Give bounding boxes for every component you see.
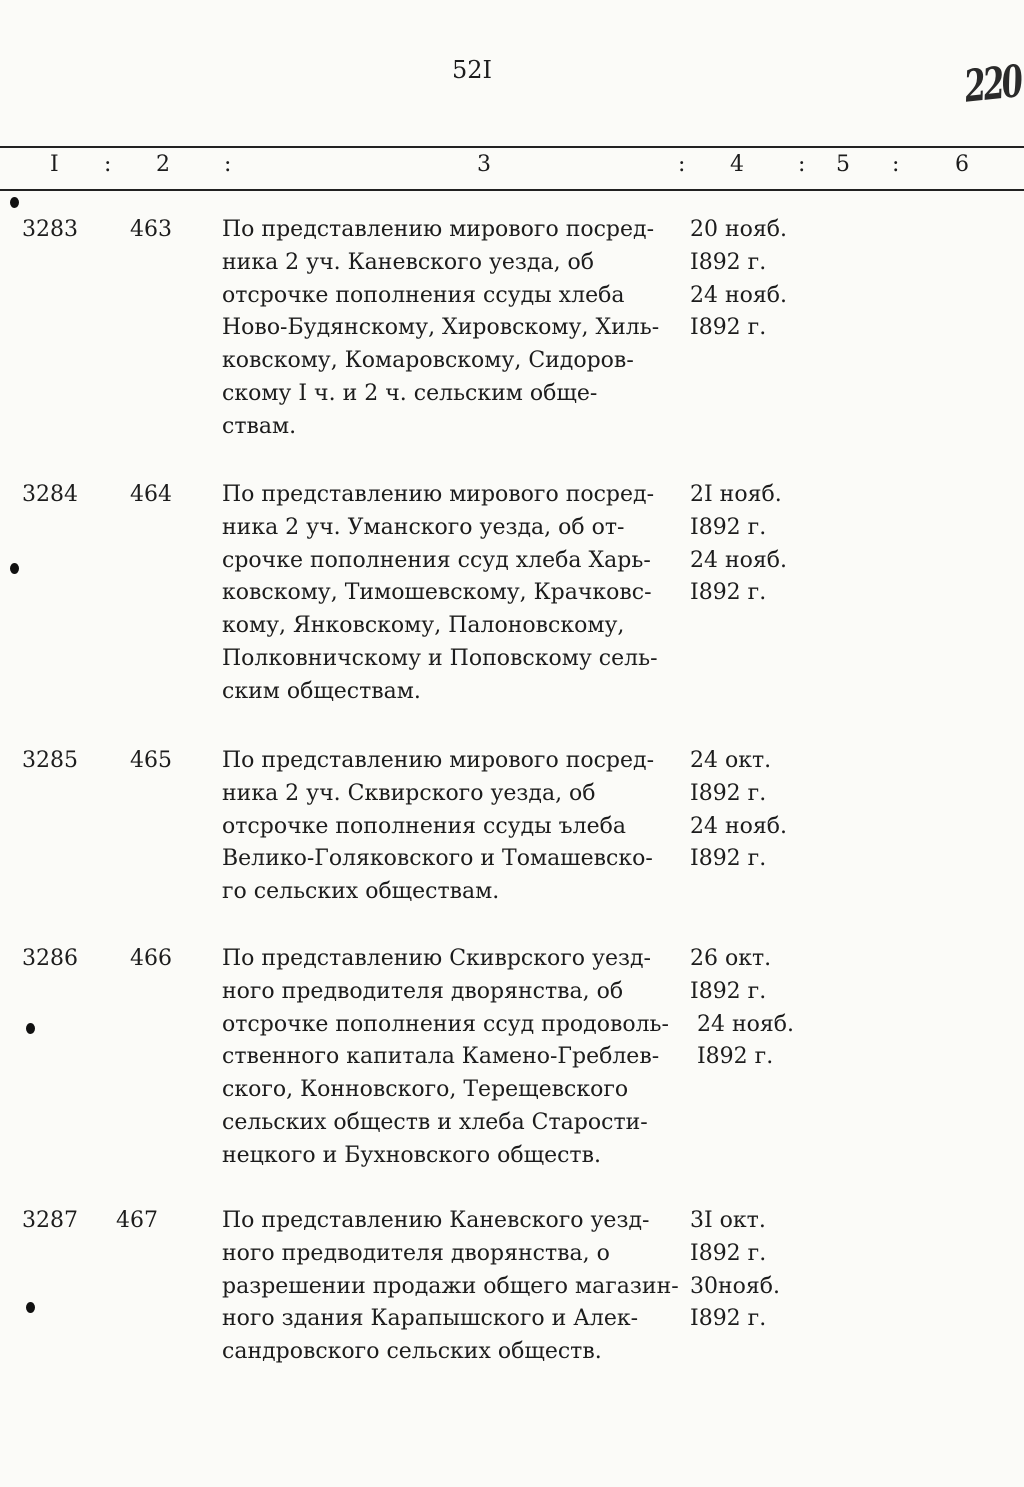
description-line: го сельских обществам. xyxy=(222,879,500,905)
record-dates xyxy=(690,745,820,876)
description-line: Ново-Будянскому, Хировскому, Хиль- xyxy=(222,315,660,341)
column-header-6: 6 xyxy=(955,152,969,177)
description-line: сандровского сельских обществ. xyxy=(222,1339,602,1365)
record-number: 3284 xyxy=(22,482,78,507)
date-line: I892 г. xyxy=(690,780,767,806)
record-description xyxy=(222,745,692,909)
date-line: I892 г. xyxy=(690,846,767,872)
date-line: I892 г. xyxy=(690,1044,774,1070)
file-number: 467 xyxy=(116,1208,158,1233)
header-rule-top xyxy=(0,146,1024,148)
description-line: ного здания Карапышского и Алек- xyxy=(222,1306,639,1332)
date-line: 30нояб. xyxy=(690,1273,781,1299)
record-description xyxy=(222,943,692,1173)
date-line: 24 нояб. xyxy=(690,547,788,573)
column-separator: : xyxy=(678,152,686,177)
record-dates xyxy=(690,479,820,610)
record-number: 3286 xyxy=(22,946,78,971)
date-line: 20 нояб. xyxy=(690,217,788,242)
description-line: По представлению мирового посред- xyxy=(222,748,655,773)
date-line: 2I нояб. xyxy=(690,482,782,507)
description-line: Полковничскому и Поповскому сель- xyxy=(222,645,658,671)
description-line: Велико-Голяковского и Томашевско- xyxy=(222,846,653,872)
file-number: 463 xyxy=(130,217,172,242)
date-line: I892 г. xyxy=(690,249,767,275)
table-header xyxy=(0,152,1024,182)
column-separator: : xyxy=(892,152,900,177)
description-line: ского, Конновского, Терещевского xyxy=(222,1077,629,1103)
description-line: скому I ч. и 2 ч. сельским обще- xyxy=(222,380,598,406)
record-number: 3287 xyxy=(22,1208,78,1233)
description-line: срочке пополнения ссуд хлеба Харь- xyxy=(222,547,651,573)
binder-hole-mark xyxy=(10,563,19,574)
date-line: 24 окт. xyxy=(690,748,772,773)
date-line: I892 г. xyxy=(690,1240,767,1266)
description-line: отсрочке пополнения ссуды хлеба xyxy=(222,282,625,308)
description-line: По представлению мирового посред- xyxy=(222,217,655,242)
date-line: 26 окт. xyxy=(690,946,772,971)
binder-hole-mark xyxy=(10,197,19,208)
description-line: отсрочке пополнения ссуд продоволь- xyxy=(222,1011,669,1037)
record-dates xyxy=(690,214,820,345)
date-line: 24 нояб. xyxy=(690,813,788,839)
date-line: 24 нояб. xyxy=(690,282,788,308)
description-line: ковскому, Комаровскому, Сидоров- xyxy=(222,348,634,374)
description-line: ковскому, Тимошевскому, Крачковс- xyxy=(222,580,652,606)
date-line: I892 г. xyxy=(690,978,767,1004)
column-header-3: 3 xyxy=(477,152,491,177)
binder-hole-mark xyxy=(26,1023,35,1034)
description-line: сельских обществ и хлеба Старости- xyxy=(222,1109,648,1135)
column-separator: : xyxy=(798,152,806,177)
date-line: 24 нояб. xyxy=(690,1011,795,1037)
description-line: По представлению Скиврского уезд- xyxy=(222,946,651,971)
file-number: 465 xyxy=(130,748,172,773)
date-line: I892 г. xyxy=(690,1306,767,1332)
description-line: ствам. xyxy=(222,413,297,439)
record-dates xyxy=(690,943,820,1074)
date-line: 3I окт. xyxy=(690,1208,766,1233)
description-line: ским обществам. xyxy=(222,678,421,704)
description-line: ника 2 уч. Сквирского уезда, об xyxy=(222,780,596,806)
column-separator: : xyxy=(104,152,112,177)
archive-folio-number: 220 xyxy=(962,56,1023,113)
date-line: I892 г. xyxy=(690,514,767,540)
description-line: По представлению мирового посред- xyxy=(222,482,655,507)
description-line: нецкого и Бухновского обществ. xyxy=(222,1142,601,1168)
column-header-5: 5 xyxy=(836,152,850,177)
description-line: ника 2 уч. Уманского уезда, об от- xyxy=(222,514,625,540)
description-line: ника 2 уч. Каневского уезда, об xyxy=(222,249,595,275)
column-header-4: 4 xyxy=(730,152,744,177)
record-description xyxy=(222,1205,692,1369)
description-line: По представлению Каневского уезд- xyxy=(222,1208,650,1233)
description-line: ного предводителя дворянства, об xyxy=(222,978,624,1004)
header-rule-bottom xyxy=(0,189,1024,191)
record-description xyxy=(222,214,692,444)
description-line: ного предводителя дворянства, о xyxy=(222,1240,610,1266)
page-number: 52I xyxy=(452,56,493,84)
description-line: отсрочке пополнения ссуды ълеба xyxy=(222,813,627,839)
description-line: кому, Янковскому, Палоновскому, xyxy=(222,613,625,639)
file-number: 464 xyxy=(130,482,172,507)
binder-hole-mark xyxy=(26,1302,35,1313)
record-dates xyxy=(690,1205,820,1336)
column-separator: : xyxy=(224,152,232,177)
file-number: 466 xyxy=(130,946,172,971)
record-number: 3283 xyxy=(22,217,78,242)
date-line: I892 г. xyxy=(690,580,767,606)
column-header-2: 2 xyxy=(156,152,170,177)
record-number: 3285 xyxy=(22,748,78,773)
record-description xyxy=(222,479,692,709)
column-header-1: I xyxy=(50,152,59,177)
description-line: разрешении продажи общего магазин- xyxy=(222,1273,679,1299)
date-line: I892 г. xyxy=(690,315,767,341)
description-line: ственного капитала Камено-Греблев- xyxy=(222,1044,660,1070)
